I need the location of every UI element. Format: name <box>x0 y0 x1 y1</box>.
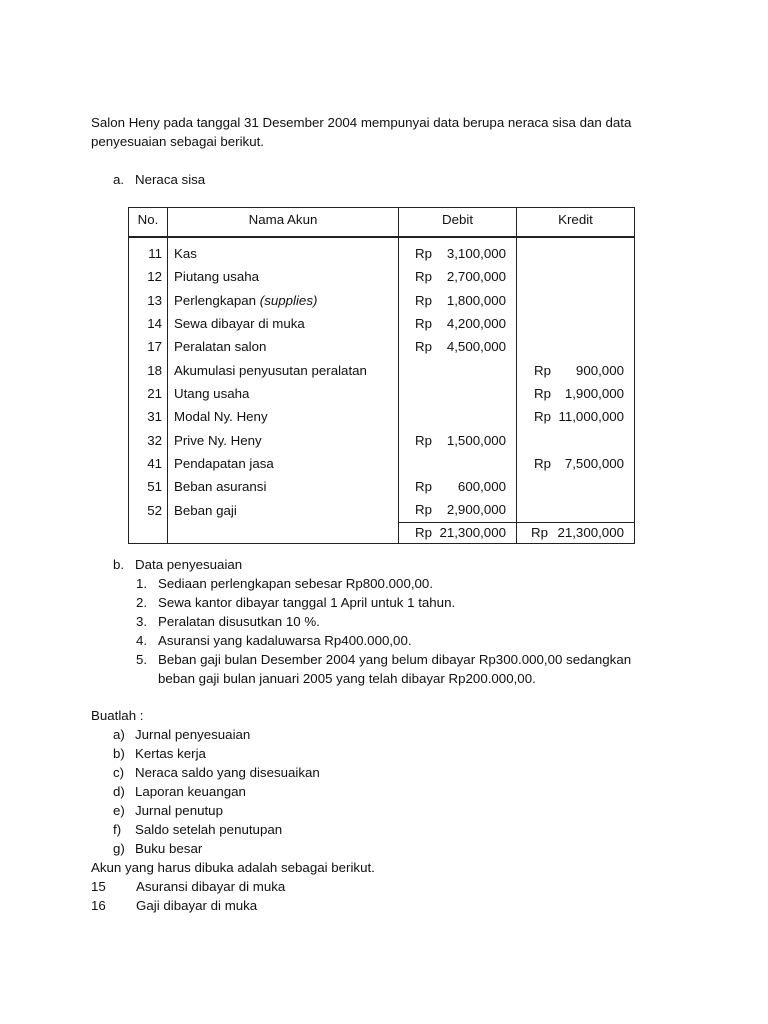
debit-cell <box>399 382 517 405</box>
task-text: Kertas kerja <box>135 746 206 761</box>
debit-cell <box>399 358 517 381</box>
account-name: Sewa dibayar di muka <box>174 316 305 332</box>
debit-currency: Rp <box>415 246 432 262</box>
account-name-cell <box>168 452 399 475</box>
debit-cell <box>399 335 517 358</box>
table-row <box>129 498 635 522</box>
table-row <box>129 405 635 428</box>
intro-paragraph: Salon Heny pada tanggal 31 Desember 2004 mempunyai data berupa neraca sisa dan data penyesuaian sebagai berikut. <box>91 115 632 149</box>
total-kredit-amount: 21,300,000 <box>557 525 624 541</box>
adjustment-text: Asuransi yang kadaluwarsa Rp400.000,00. <box>158 633 412 648</box>
section-a-heading <box>113 170 205 189</box>
account-number: 18 <box>129 358 168 381</box>
account-name-cell <box>168 289 399 312</box>
header-account-name: Nama Akun <box>168 208 399 238</box>
account-name: Beban gaji <box>174 502 237 518</box>
new-account-row <box>91 877 285 896</box>
task-letter: f) <box>113 822 122 837</box>
debit-cell <box>399 475 517 498</box>
adjustment-number: 3. <box>136 614 148 629</box>
total-debit-amount: 21,300,000 <box>439 525 506 541</box>
section-b-title: Data penyesuaian <box>135 557 243 572</box>
account-number: 21 <box>129 382 168 405</box>
kredit-cell <box>517 498 635 522</box>
account-name: Perlengkapan <box>174 292 260 308</box>
table-row <box>129 335 635 358</box>
task-item <box>113 744 320 763</box>
kredit-cell <box>517 237 635 265</box>
task-letter: d) <box>113 784 125 799</box>
task-text: Saldo setelah penutupan <box>135 822 283 837</box>
total-debit-cell <box>399 522 517 543</box>
debit-cell <box>399 452 517 475</box>
kredit-amount: 1,900,000 <box>564 385 624 401</box>
new-account-code: 16 <box>91 898 106 913</box>
header-kredit: Kredit <box>517 208 635 238</box>
debit-cell <box>399 237 517 265</box>
debit-currency: Rp <box>415 269 432 285</box>
total-debit-currency: Rp <box>415 525 432 541</box>
debit-cell <box>399 289 517 312</box>
task-item <box>113 801 320 820</box>
account-name-cell <box>168 358 399 381</box>
adjustment-number: 5. <box>136 652 148 667</box>
account-number: 13 <box>129 289 168 312</box>
adjustment-number: 4. <box>136 633 148 648</box>
debit-amount: 4,200,000 <box>446 316 506 332</box>
task-letter: c) <box>113 765 125 780</box>
adjustment-text: Peralatan disusutkan 10 %. <box>158 614 320 629</box>
kredit-currency: Rp <box>534 455 551 471</box>
header-no: No. <box>129 208 168 238</box>
kredit-currency: Rp <box>534 362 551 378</box>
account-name-cell <box>168 475 399 498</box>
account-name-cell <box>168 498 399 522</box>
kredit-cell <box>517 475 635 498</box>
trial-balance-table <box>128 207 635 544</box>
new-account-name: Gaji dibayar di muka <box>136 898 258 913</box>
debit-amount: 2,700,000 <box>446 269 506 285</box>
account-number: 31 <box>129 405 168 428</box>
buatlah-label: Buatlah : <box>91 708 144 723</box>
debit-cell <box>399 265 517 288</box>
adjustment-text: Sediaan perlengkapan sebesar Rp800.000,00. <box>158 576 434 591</box>
kredit-cell <box>517 382 635 405</box>
task-item <box>113 782 320 801</box>
task-letter: b) <box>113 746 125 761</box>
kredit-cell <box>517 312 635 335</box>
account-name: Beban asuransi <box>174 479 267 495</box>
adjustment-number: 2. <box>136 595 148 610</box>
table-row <box>129 237 635 265</box>
account-number: 11 <box>129 237 168 265</box>
task-text: Jurnal penyesuaian <box>135 727 251 742</box>
debit-cell <box>399 312 517 335</box>
kredit-cell <box>517 335 635 358</box>
adjustment-text: Beban gaji bulan Desember 2004 yang belum dibayar Rp300.000,00 sedangkan <box>158 652 632 667</box>
account-name-cell <box>168 312 399 335</box>
account-name: Kas <box>174 246 197 262</box>
account-name-cell <box>168 382 399 405</box>
adjustment-number: 1. <box>136 576 148 591</box>
section-b-heading <box>113 555 242 574</box>
task-item <box>113 820 320 839</box>
section-a-title: Neraca sisa <box>135 172 206 187</box>
debit-amount: 600,000 <box>457 479 506 495</box>
kredit-cell <box>517 289 635 312</box>
kredit-cell <box>517 428 635 451</box>
table-row <box>129 475 635 498</box>
new-account-code: 15 <box>91 879 106 894</box>
table-row <box>129 358 635 381</box>
debit-currency: Rp <box>415 479 432 495</box>
total-no-cell <box>129 522 168 543</box>
task-list <box>113 725 320 858</box>
total-kredit-cell <box>517 522 635 543</box>
kredit-cell <box>517 358 635 381</box>
account-number: 41 <box>129 452 168 475</box>
task-letter: e) <box>113 803 125 818</box>
account-name: Akumulasi penyusutan peralatan <box>174 362 367 378</box>
table-row <box>129 428 635 451</box>
task-text: Neraca saldo yang disesuaikan <box>135 765 320 780</box>
adjustment-text: Sewa kantor dibayar tanggal 1 April untuk 1 tahun. <box>158 595 456 610</box>
total-name-cell <box>168 522 399 543</box>
debit-cell <box>399 498 517 522</box>
task-text: Buku besar <box>135 841 203 856</box>
total-kredit-currency: Rp <box>531 525 548 541</box>
kredit-amount: 900,000 <box>575 362 624 378</box>
table-row <box>129 265 635 288</box>
adjustment-text-continued: beban gaji bulan januari 2005 yang telah dibayar Rp200.000,00. <box>158 671 536 686</box>
task-text: Laporan keuangan <box>135 784 246 799</box>
debit-amount: 3,100,000 <box>446 246 506 262</box>
task-item <box>113 839 320 858</box>
kredit-amount: 7,500,000 <box>564 455 624 471</box>
debit-amount: 1,500,000 <box>446 432 506 448</box>
task-item <box>113 725 320 744</box>
section-a-letter: a. <box>113 172 125 187</box>
account-name-cell <box>168 265 399 288</box>
account-name: Piutang usaha <box>174 269 260 285</box>
account-number: 12 <box>129 265 168 288</box>
debit-currency: Rp <box>415 432 432 448</box>
account-number: 52 <box>129 498 168 522</box>
new-account-row <box>91 896 257 915</box>
account-number: 51 <box>129 475 168 498</box>
debit-amount: 2,900,000 <box>446 502 506 518</box>
debit-currency: Rp <box>415 339 432 355</box>
account-name: Peralatan salon <box>174 339 267 355</box>
account-number: 17 <box>129 335 168 358</box>
account-name-cell <box>168 405 399 428</box>
account-name-cell <box>168 335 399 358</box>
account-name: Pendapatan jasa <box>174 455 274 471</box>
account-name-italic: (supplies) <box>259 292 318 308</box>
table-row <box>129 452 635 475</box>
task-text: Jurnal penutup <box>135 803 223 818</box>
kredit-currency: Rp <box>534 409 551 425</box>
debit-amount: 4,500,000 <box>446 339 506 355</box>
table-row <box>129 312 635 335</box>
table-row <box>129 382 635 405</box>
debit-cell <box>399 405 517 428</box>
task-letter: a) <box>113 727 125 742</box>
kredit-amount: 11,000,000 <box>558 409 624 425</box>
new-account-name: Asuransi dibayar di muka <box>136 879 286 894</box>
section-b-letter: b. <box>113 557 125 572</box>
kredit-cell <box>517 405 635 428</box>
debit-currency: Rp <box>415 316 432 332</box>
kredit-cell <box>517 452 635 475</box>
task-item <box>113 763 320 782</box>
new-accounts-intro: Akun yang harus dibuka adalah sebagai berikut. <box>91 860 375 875</box>
kredit-currency: Rp <box>534 385 551 401</box>
debit-currency: Rp <box>415 292 432 308</box>
debit-currency: Rp <box>415 502 432 518</box>
account-number: 14 <box>129 312 168 335</box>
table-row <box>129 289 635 312</box>
header-debit: Debit <box>399 208 517 238</box>
debit-cell <box>399 428 517 451</box>
account-name: Utang usaha <box>174 385 250 401</box>
account-number: 32 <box>129 428 168 451</box>
account-name-cell <box>168 428 399 451</box>
kredit-cell <box>517 265 635 288</box>
task-letter: g) <box>113 841 125 856</box>
account-name: Prive Ny. Heny <box>174 432 262 448</box>
account-name: Modal Ny. Heny <box>174 409 268 425</box>
account-name-cell <box>168 237 399 265</box>
debit-amount: 1,800,000 <box>446 292 506 308</box>
total-row <box>129 522 635 543</box>
table-header-row <box>129 208 635 238</box>
